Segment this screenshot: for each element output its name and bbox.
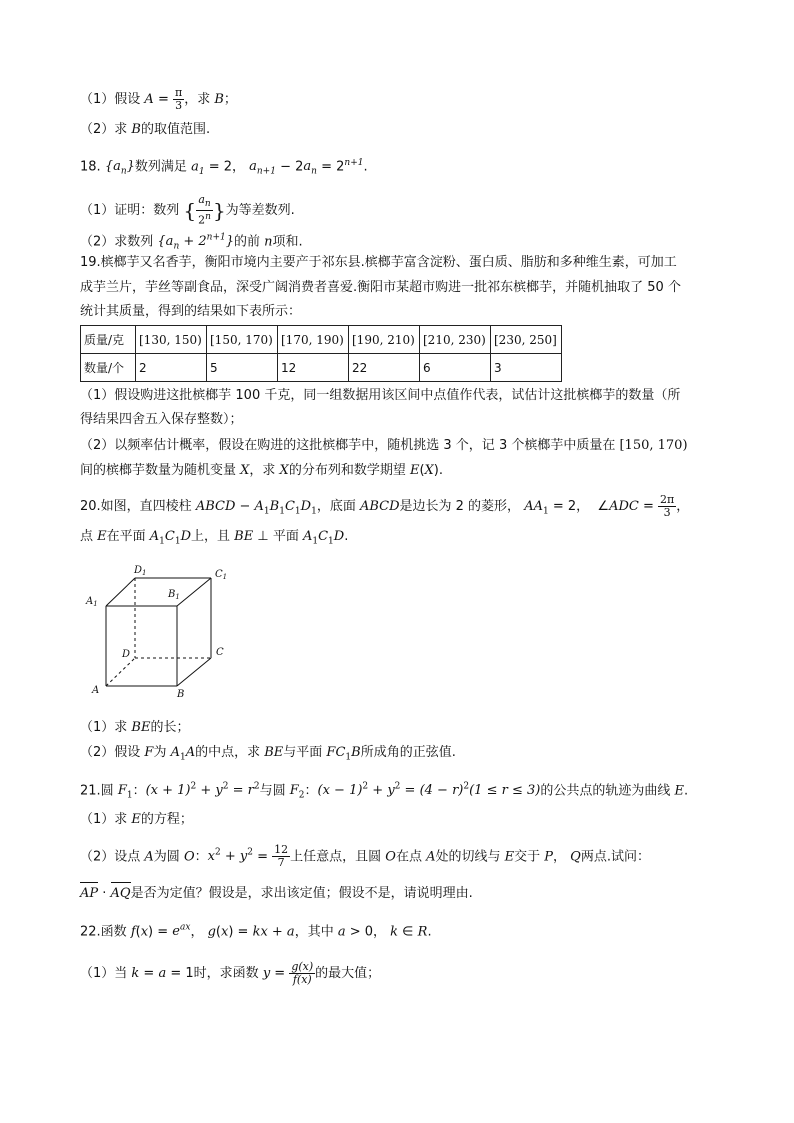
label-a1: $A_1$	[86, 596, 98, 608]
q21-part2-text2: 为圆	[153, 849, 184, 865]
table-cell: [230, 250]	[491, 326, 562, 354]
table-row	[81, 326, 562, 354]
q20-part2-text2: 为	[153, 745, 171, 760]
q18-number: 18.	[80, 159, 105, 175]
q21-stem-text: 21.圆	[80, 783, 118, 799]
q17-part1-text: （1）假设	[80, 92, 145, 107]
label-b: B	[177, 689, 185, 700]
q20-stem-text: 20.如图，直四棱柱	[80, 499, 196, 514]
q21-part2-text9: 是否为定值？假设是，求出该定值；假设不是，请说明理由.	[130, 886, 473, 901]
q22-part1-text3: 的最大值；	[315, 966, 381, 981]
q20-stem-text7: 平面	[272, 529, 303, 544]
edge-ad-hidden	[106, 658, 135, 686]
edge-b1c1	[177, 578, 211, 606]
q18-stem: 18. $\{a_n\}$数列满足 $a_1 = 2$， $a_{n+1} - 2a_n = 2^{n+1}$.	[80, 158, 368, 177]
q20-stem-text5: 在平面	[106, 529, 150, 544]
q21-stem-text5: 的公共点的轨迹为曲线	[540, 783, 675, 799]
q17-part2-text2: 的取值范围.	[140, 122, 211, 137]
q17-part1-text3: ；	[223, 92, 237, 107]
q21-part2-text: （2）设点	[80, 849, 145, 865]
table-cell: 3	[491, 354, 562, 382]
table-row	[81, 354, 562, 382]
q21-part1-text: （1）求	[80, 812, 132, 827]
q19-part2-text: （2）以频率估计概率，假设在购进的这批槟榔芋中，随机挑选 3 个，记 3 个槟榔芋中质量在	[80, 438, 620, 453]
q20-part1-text2: 的长；	[150, 720, 190, 735]
table-cell: 5	[207, 354, 278, 382]
q21-part2-text7: 交于	[514, 849, 545, 865]
table-cell: [170, 190)	[278, 326, 349, 354]
q20-part2-text: （2）假设	[80, 745, 145, 760]
q21-stem-text4: ：	[304, 783, 318, 799]
q19-stem-line2: 成芋兰片，芋丝等副食品，深受广阔消费者喜爱.衡阳市某超市购进一批祁东槟榔芋，并随机抽取了 50 个	[80, 280, 681, 295]
prism-figure	[84, 562, 244, 702]
table-cell: 2	[136, 354, 207, 382]
q20-stem-text4: 点	[80, 529, 98, 544]
q19-part2-text2: 间的槟榔芋数量为随机变量	[80, 463, 241, 478]
table-cell: [130, 150)	[136, 326, 207, 354]
q18-part2-text3: 项和.	[272, 234, 303, 250]
q19-part2-text3: ，求	[249, 463, 280, 478]
q21-part1: （1）求 E的方程；	[80, 812, 193, 827]
q17-part2: （2）求 B的取值范围.	[80, 122, 211, 137]
label-b1: $B_1$	[168, 589, 180, 601]
q18-part2: （2）求数列 $\{a_n + 2^{n+1}\}$的前 n项和.	[80, 233, 303, 252]
q20-stem-text2: ，底面	[316, 499, 360, 514]
q20-part2-text3: 的中点，求	[195, 745, 265, 760]
q21-stem-text3: 与圆	[259, 783, 290, 799]
q20-part2-text5: 所成角的正弦值.	[360, 745, 456, 760]
label-d: D	[122, 649, 131, 660]
q21-part2-line2: AP · AQ是否为定值？假设是，求出该定值；假设不是，请说明理由.	[80, 884, 473, 904]
q20-stem-line2: 点 E在平面 $A_1C_1D$上，且 BE ⊥ 平面 $A_1C_1D$.	[80, 529, 349, 547]
table-cell: [190, 210)	[349, 326, 420, 354]
q19-stem-line3: 统计其质量，得到的结果如下表所示：	[80, 304, 302, 319]
q19-part2-interval: [150, 170)	[619, 438, 688, 453]
q22-stem-text: 22.函数	[80, 924, 131, 940]
q21-stem: 21.圆 $F_1$：$(x + 1)^2 + y^2 = r^2$与圆 $F_2$：$(x - 1)^2 + y^2 = (4 - r)^2(1 \le r \le 3)$的公共点的轨迹为曲线 E.	[80, 782, 689, 801]
q19-part2-line2: 间的槟榔芋数量为随机变量 X，求 X的分布列和数学期望 E(X).	[80, 463, 444, 478]
q19-part1-line2: 得结果四舍五入保存整数）；	[80, 412, 243, 427]
table-header-mass: 质量/克	[81, 326, 136, 354]
label-a: A	[92, 685, 100, 696]
table-cell: [210, 230)	[420, 326, 491, 354]
q22-part1-text2: 时，求函数	[193, 966, 263, 981]
q18-part2-text2: 的前	[234, 234, 265, 250]
q19-part2-line1	[80, 436, 688, 456]
q20-stem-line1: 20.如图，直四棱柱 ABCD − $A_1B_1C_1D_1$，底面 ABCD是边长为 2 的菱形， $AA_1 = 2$， ∠ADC = $\frac{2\pi}{3}$ ，	[80, 493, 690, 519]
q21-part2-text5: 在点	[395, 849, 427, 865]
q21-part1-text2: 的方程；	[140, 812, 193, 827]
q21-part2-text4: 上任意点，且圆	[290, 849, 386, 865]
q20-stem-text6: 上，且	[191, 529, 235, 544]
table-cell: 22	[349, 354, 420, 382]
q20-part2-text4: 与平面	[283, 745, 327, 760]
mass-table	[80, 325, 562, 382]
q20-part1: （1）求 BE的长；	[80, 720, 190, 735]
q20-part2: （2）假设 F为 $A_1A$的中点，求 BE与平面 $FC_1B$所成角的正弦值.	[80, 745, 456, 763]
table-header-count: 数量/个	[81, 354, 136, 382]
q21-part2-text3: ：	[194, 849, 208, 865]
q22-stem-text2: ，其中	[294, 924, 338, 940]
table-cell: 12	[278, 354, 349, 382]
q21-part2: （2）设点 A为圆 O：$x^2 + y^2$ = $\frac{12}{7}$ 上任意点，且圆 O在点 A处的切线与 E交于 P， Q两点.试问：	[80, 843, 650, 870]
q20-stem-text3: 是边长为 2 的菱形，	[399, 499, 521, 514]
q18-stem-text: 数列满足	[134, 159, 192, 175]
q17-part1: （1）假设 A = $\frac{\pi}{3}$ ，求 B；	[80, 86, 237, 112]
q22-part1-text: （1）当	[80, 966, 132, 981]
q19-stem-line1: 19.槟榔芋又名香芋，衡阳市境内主要产于祁东县.槟榔芋富含淀粉、蛋白质、脂肪和多种维生素，可加工	[80, 255, 677, 270]
q21-part2-text6: 处的切线与	[435, 849, 505, 865]
q18-part1-text: （1）证明：数列	[80, 202, 184, 218]
edge-bc	[177, 658, 211, 686]
q19-part2-text4: 的分布列和数学期望	[288, 463, 410, 478]
q19-part1-line1: （1）假设购进这批槟榔芋 100 千克，同一组数据用该区间中点值作代表，试估计这批槟榔芋的数量（所	[80, 388, 681, 403]
q22-stem: 22.函数 $f(x) = e^{ax}$， g(x) = kx + a，其中 a > 0， k ∈ R.	[80, 923, 432, 940]
label-c: C	[216, 647, 224, 658]
q21-part2-text8: 两点.试问：	[580, 849, 650, 865]
table-cell: [150, 170)	[207, 326, 278, 354]
table-cell: 6	[420, 354, 491, 382]
q22-part1: （1）当 k = a = 1时，求函数 y = $\frac{g(x)}{f(x)}$ 的最大值；	[80, 960, 381, 986]
label-d1: $D_1$	[134, 565, 147, 577]
q17-part2-text: （2）求	[80, 122, 132, 137]
q18-part1: （1）证明：数列 { $\frac{a_n}{2^n}$ }为等差数列.	[80, 193, 295, 227]
label-c1: $C_1$	[215, 569, 228, 581]
q21-stem-text2: ：	[132, 783, 146, 799]
q17-part1-text2: ，求	[184, 92, 215, 107]
q18-part2-text: （2）求数列	[80, 234, 158, 250]
q20-part1-text: （1）求	[80, 720, 132, 735]
q18-part1-text2: 为等差数列.	[225, 202, 295, 218]
edge-a1d1	[106, 578, 135, 606]
